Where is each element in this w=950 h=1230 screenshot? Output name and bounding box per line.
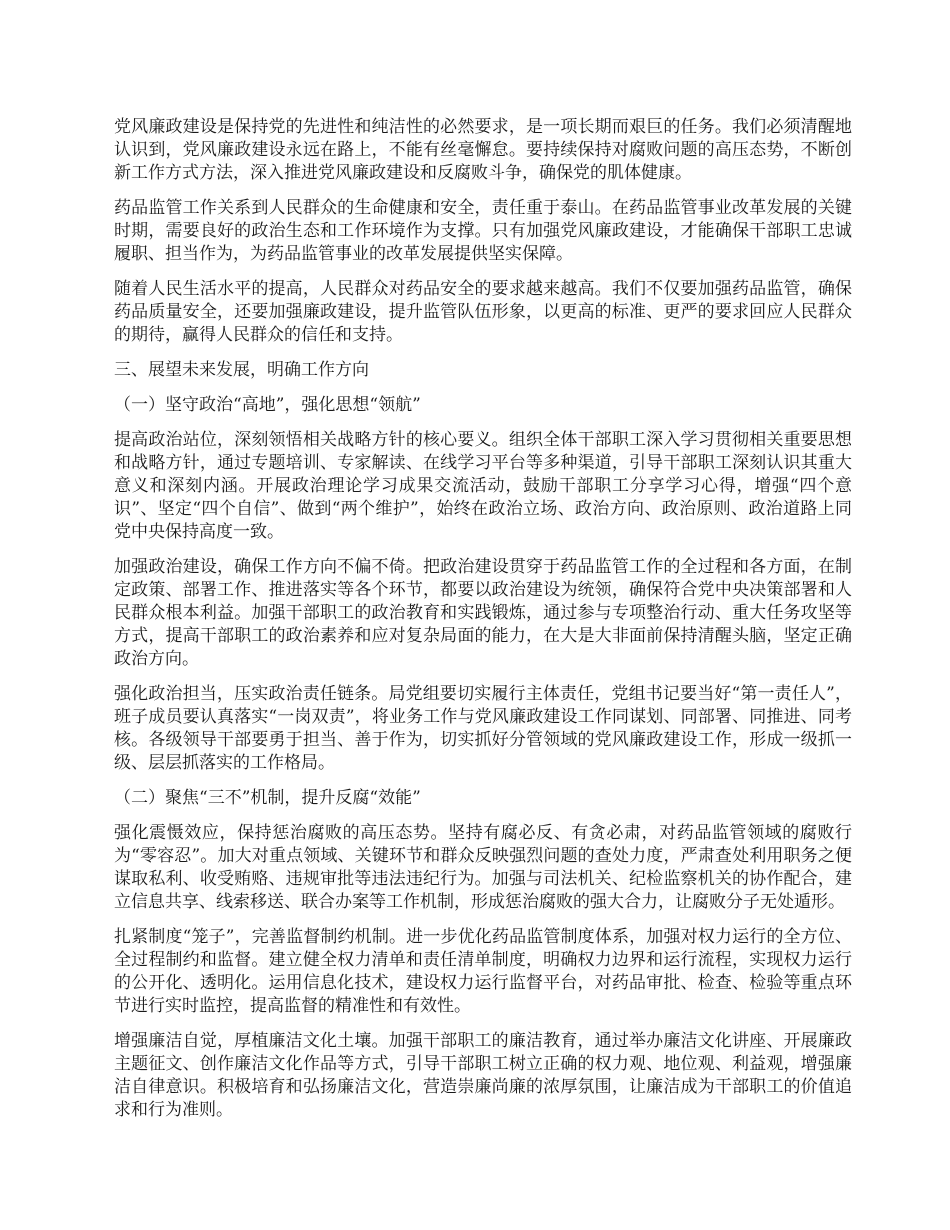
paragraph: 扎紧制度“笼子”，完善监督制约机制。进一步优化药品监管制度体系，加强对权力运行的全方位、全过程制约和监督。建立健全权力清单和责任清单制度，明确权力边界和运行流程，实现权力运行的公开化、透明化。运用信息化技术，建设权力运行监督平台，对药品审批、检查、检验等重点环节进行实时监控，提高监督的精准性和有效性。 [114, 927, 852, 1016]
document-body [114, 116, 852, 1134]
paragraph: 药品监管工作关系到人民群众的生命健康和安全，责任重于泰山。在药品监管事业改革发展的关键时期，需要良好的政治生态和工作环境作为支撑。只有加强党风廉政建设，才能确保干部职工忠诚履职、担当作为，为药品监管事业的改革发展提供坚实保障。 [114, 198, 852, 264]
paragraph: 强化震慑效应，保持惩治腐败的高压态势。坚持有腐必反、有贪必肃，对药品监管领域的腐败行为“零容忍”。加大对重点领域、关键环节和群众反映强烈问题的查处力度，严肃查处利用职务之便谋取私利、收受贿赂、违规审批等违法违纪行为。加强与司法机关、纪检监察机关的协作配合，建立信息共享、线索移送、联合办案等工作机制，形成惩治腐败的强大合力，让腐败分子无处遁形。 [114, 823, 852, 912]
paragraph: 增强廉洁自觉，厚植廉洁文化土壤。加强干部职工的廉洁教育，通过举办廉洁文化讲座、开展廉政主题征文、创作廉洁文化作品等方式，引导干部职工树立正确的权力观、地位观、利益观，增强廉洁自律意识。积极培育和弘扬廉洁文化，营造崇廉尚廉的浓厚氛围，让廉洁成为干部职工的价值追求和行为准则。 [114, 1031, 852, 1120]
section-heading: 三、展望未来发展，明确工作方向 [114, 360, 369, 380]
paragraph: 加强政治建设，确保工作方向不偏不倚。把政治建设贯穿于药品监管工作的全过程和各方面，在制定政策、部署工作、推进落实等各个环节，都要以政治建设为统领，确保符合党中央决策部署和人民群众根本利益。加强干部职工的政治教育和实践锻炼，通过参与专项整治行动、重大任务攻坚等方式，提高干部职工的政治素养和应对复杂局面的能力，在大是大非面前保持清醒头脑，坚定正确政治方向。 [114, 557, 852, 669]
subsection-heading: （二）聚焦“三不”机制，提升反腐“效能” [114, 788, 421, 808]
subsection-heading: （一）坚守政治“高地”，强化思想“领航” [114, 395, 421, 415]
paragraph: 随着人民生活水平的提高，人民群众对药品安全的要求越来越高。我们不仅要加强药品监管，确保药品质量安全，还要加强廉政建设，提升监管队伍形象，以更高的标准、更严的要求回应人民群众的期待，赢得人民群众的信任和支持。 [114, 279, 852, 345]
paragraph: 党风廉政建设是保持党的先进性和纯洁性的必然要求，是一项长期而艰巨的任务。我们必须清醒地认识到，党风廉政建设永远在路上，不能有丝毫懈怠。要持续保持对腐败问题的高压态势，不断创新工作方式方法，深入推进党风廉政建设和反腐败斗争，确保党的肌体健康。 [114, 117, 852, 183]
paragraph: 强化政治担当，压实政治责任链条。局党组要切实履行主体责任，党组书记要当好“第一责任人”，班子成员要认真落实“一岗双责”，将业务工作与党风廉政建设工作同谋划、同部署、同推进、同考核。各级领导干部要勇于担当、善于作为，切实抓好分管领域的党风廉政建设工作，形成一级抓一级、层层抓落实的工作格局。 [114, 684, 852, 773]
paragraph: 提高政治站位，深刻领悟相关战略方针的核心要义。组织全体干部职工深入学习贯彻相关重要思想和战略方针，通过专题培训、专家解读、在线学习平台等多种渠道，引导干部职工深刻认识其重大意义和深刻内涵。开展政治理论学习成果交流活动，鼓励干部职工分享学习心得，增强“四个意识”、坚定“四个自信”、做到“两个维护”，始终在政治立场、政治方向、政治原则、政治道路上同党中央保持高度一致。 [114, 430, 852, 542]
